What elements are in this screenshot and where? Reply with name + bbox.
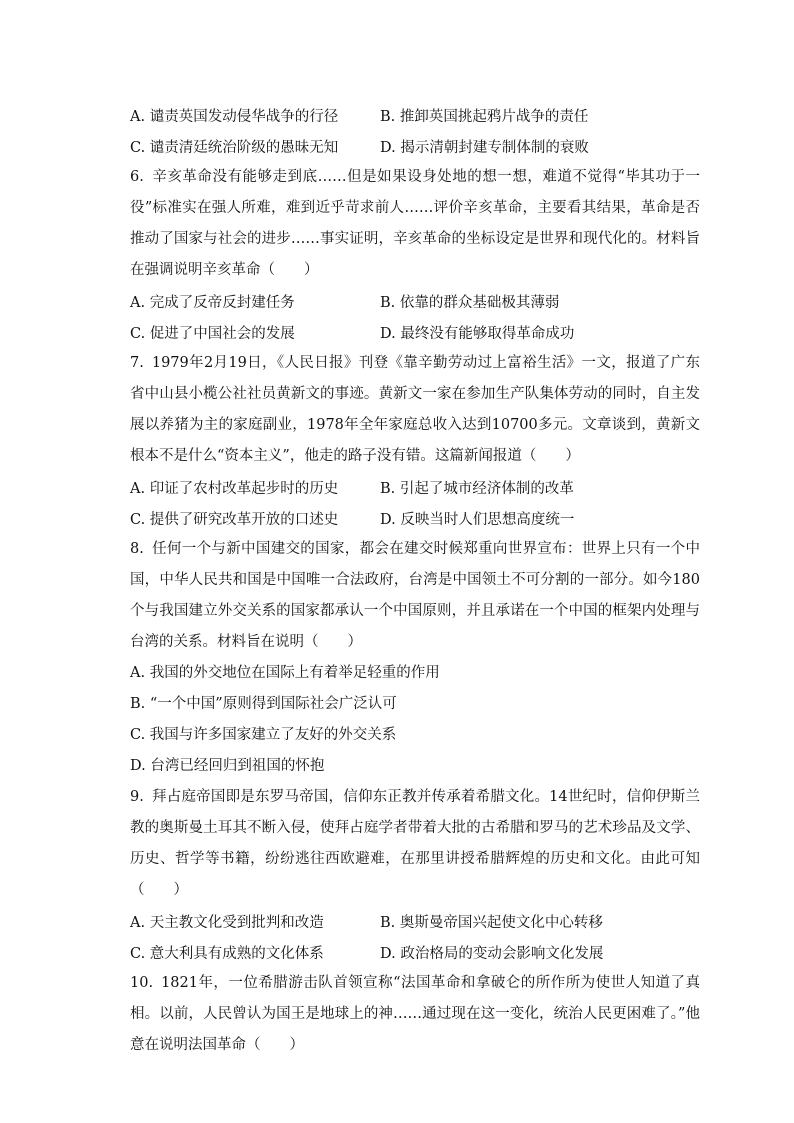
q8-stem-text: 任何一个与新中国建交的国家，都会在建交时候郑重向世界宣布：世界上只有一个中国，中华人民共和国是中国唯一合法政府，台湾是中国领土不可分割的一部分。如今180个与我国建立外交关系的国家都承认一个中国原则，并且承诺在一个中国的框架内处理与台湾的关系。材料旨在说明（ ） xyxy=(130,541,700,650)
q10-stem xyxy=(130,968,700,1061)
q6-number: 6. xyxy=(130,169,144,185)
q9-options-row-1 xyxy=(130,906,700,937)
q9-option-d: D. 政治格局的变动会影响文化发展 xyxy=(380,946,604,962)
q7-options-row-2 xyxy=(130,503,700,534)
q5-option-a: A. 谴责英国发动侵华战争的行径 xyxy=(130,109,339,125)
q9-options-row-2 xyxy=(130,937,700,968)
q6-options-row-2 xyxy=(130,317,700,348)
q8-number: 8. xyxy=(130,541,144,557)
q7-number: 7. xyxy=(130,355,144,371)
q6-stem xyxy=(130,162,700,286)
q5-option-b: B. 推卸英国挑起鸦片战争的责任 xyxy=(380,109,589,125)
question-list xyxy=(130,100,700,1061)
q9-option-b: B. 奥斯曼帝国兴起使文化中心转移 xyxy=(380,915,603,931)
q7-stem xyxy=(130,348,700,472)
q7-stem-text: 1979年2月19日，《人民日报》刊登《靠辛勤劳动过上富裕生活》一文，报道了广东省中山县小榄公社社员黄新文的事迹。黄新文一家在参加生产队集体劳动的同时，自主发展以养猪为主的家庭副业，1978年全年家庭总收入达到10700多元。文章谈到，黄新文根本不是什么“资本主义”，他走的路子没有错。这篇新闻报道（ ） xyxy=(130,355,700,464)
q8-stem xyxy=(130,534,700,658)
q10-number: 10. xyxy=(130,975,154,991)
q7-option-c: C. 提供了研究改革开放的口述史 xyxy=(130,512,339,528)
q5-option-c: C. 谴责清廷统治阶级的愚昧无知 xyxy=(130,140,339,156)
q7-options-row-1 xyxy=(130,472,700,503)
q9-stem-text: 拜占庭帝国即是东罗马帝国，信仰东正教并传承着希腊文化。14世纪时，信仰伊斯兰教的奥斯曼土耳其不断入侵，使拜占庭学者带着大批的古希腊和罗马的艺术珍品及文学、历史、哲学等书籍，纷纷逃往西欧避难，在那里讲授希腊辉煌的历史和文化。由此可知（ ） xyxy=(130,789,700,898)
q7-option-d: D. 反映当时人们思想高度统一 xyxy=(380,512,575,528)
q6-option-d: D. 最终没有能够取得革命成功 xyxy=(380,326,575,342)
q6-option-b: B. 依靠的群众基础极其薄弱 xyxy=(380,295,560,311)
q6-option-a: A. 完成了反帝反封建任务 xyxy=(130,295,295,311)
q5-option-d: D. 揭示清朝封建专制体制的衰败 xyxy=(380,140,589,156)
q7-option-a: A. 印证了农村改革起步时的历史 xyxy=(130,481,339,497)
q8-option-a: A. 我国的外交地位在国际上有着举足轻重的作用 xyxy=(130,665,440,681)
q6-option-c: C. 促进了中国社会的发展 xyxy=(130,326,295,342)
q6-stem-text: 辛亥革命没有能够走到底……但是如果设身处地的想一想，难道不觉得“毕其功于一役”标准实在强人所难，难到近乎苛求前人……评价辛亥革命，主要看其结果，革命是否推动了国家与社会的进步……事实证明，辛亥革命的坐标设定是世界和现代化的。材料旨在强调说明辛亥革命（ ） xyxy=(130,169,700,278)
q8-option-b: B. “一个中国”原则得到国际社会广泛认可 xyxy=(130,696,397,712)
q10-stem-text: 1821年，一位希腊游击队首领宣称“法国革命和拿破仑的所作所为使世人知道了真相。以前，人民曾认为国王是地球上的神……通过现在这一变化，统治人民更困难了。”他意在说明法国革命（ ） xyxy=(130,975,700,1053)
q5-options-row-2 xyxy=(130,131,700,162)
q6-options-row-1 xyxy=(130,286,700,317)
q8-option-d: D. 台湾已经回归到祖国的怀抱 xyxy=(130,758,325,774)
q9-option-c: C. 意大利具有成熟的文化体系 xyxy=(130,946,324,962)
q9-stem xyxy=(130,782,700,906)
q9-number: 9. xyxy=(130,789,144,805)
q9-option-a: A. 天主教文化受到批判和改造 xyxy=(130,915,324,931)
q7-option-b: B. 引起了城市经济体制的改革 xyxy=(380,481,574,497)
q5-options-row-1 xyxy=(130,100,700,131)
q8-option-c: C. 我国与许多国家建立了友好的外交关系 xyxy=(130,727,397,743)
